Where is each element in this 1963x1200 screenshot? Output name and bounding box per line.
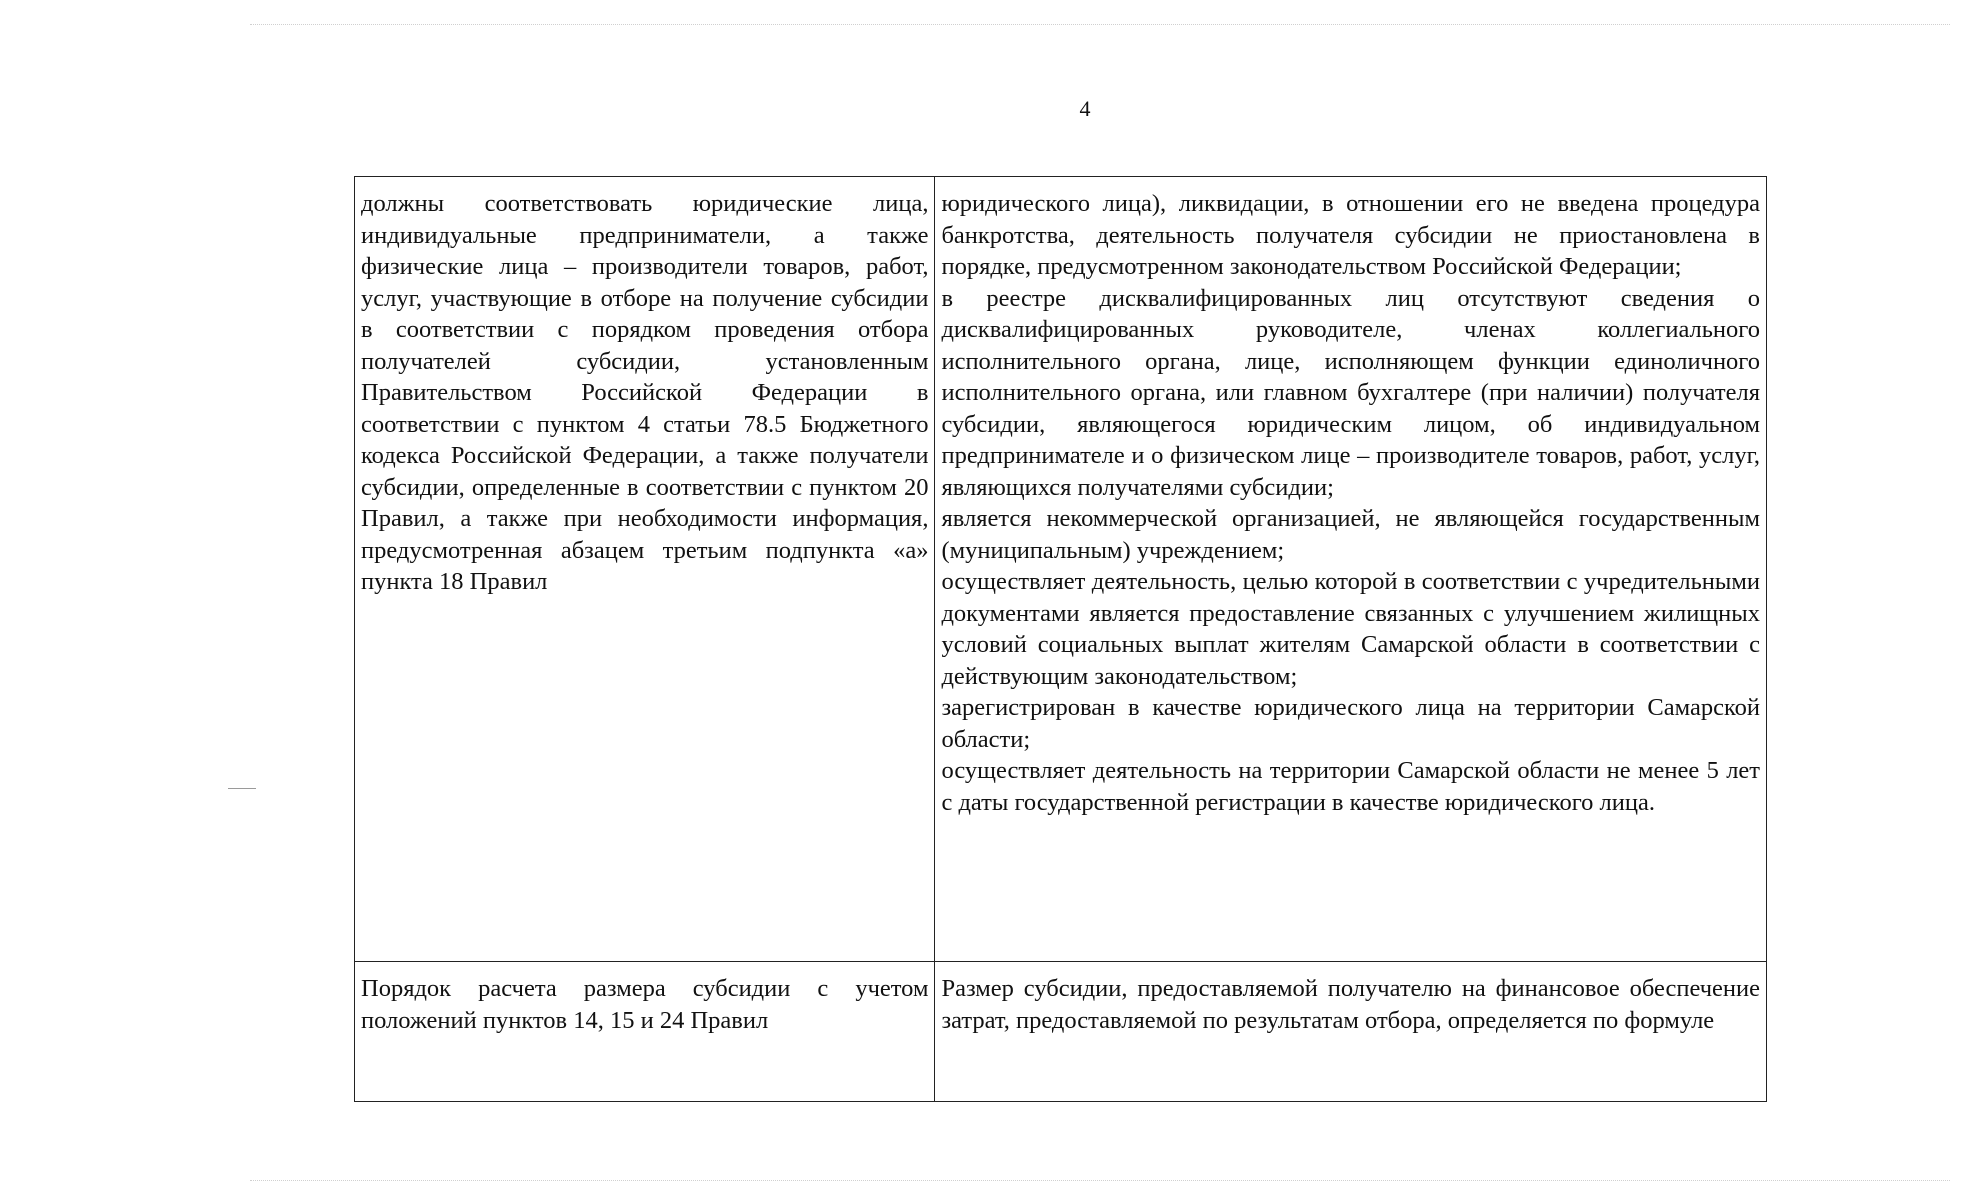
- cell-paragraph: должны соответствовать юридические лица, индивидуальные предприниматели, а также физические лица – производители товаров, работ, услуг, участвующие в отборе на получение субсидии в соответствии с порядком проведения отбора получателей субсидии, установленным Правительством Российской Федерации в соответствии с пунктом 4 статьи 78.5 Бюджетного кодекса Российской Федерации, а также получатели субсидии, определенные в соответствии с пунктом 20 Правил, а также при необходимости информация, предусмотренная абзацем третьим подпункта «а» пункта 18 Правил: [361, 190, 929, 595]
- scan-artifact-top: [250, 24, 1950, 25]
- requirements-table: [354, 176, 1767, 1102]
- cell-paragraph: Порядок расчета размера субсидии с учетом положений пунктов 14, 15 и 24 Правил: [361, 975, 929, 1034]
- cell-paragraph: в реестре дисквалифицированных лиц отсутствуют сведения о дисквалифицированных руководителе, членах коллегиального исполнительного органа, лице, исполняющем функции единоличного исполнительного органа, или главном бухгалтере (при наличии) получателя субсидии, являющегося юридическим лицом, об индивидуальном предпринимателе и о физическом лице – производителе товаров, работ, услуг, являющихся получателями субсидии;: [941, 284, 1760, 501]
- cell-paragraph: Размер субсидии, предоставляемой получателю на финансовое обеспечение затрат, предоставляемой по результатам отбора, определяется по формуле: [941, 975, 1760, 1034]
- table-cell-left: [355, 962, 935, 1102]
- cell-paragraph: является некоммерческой организацией, не являющейся государственным (муниципальным) учреждением;: [941, 505, 1760, 564]
- page-number: 4: [1079, 96, 1091, 121]
- cell-paragraph: осуществляет деятельность, целью которой в соответствии с учредительными документами является предоставление связанных с улучшением жилищных условий социальных выплат жителям Самарской области в соответствии с действующим законодательством;: [941, 568, 1760, 690]
- table-cell-right: [935, 962, 1767, 1102]
- table-cell-right: [935, 177, 1767, 962]
- cell-paragraph: осуществляет деятельность на территории Самарской области не менее 5 лет с даты государственной регистрации в качестве юридического лица.: [941, 757, 1760, 816]
- table-cell-left: [355, 177, 935, 962]
- margin-mark: [228, 788, 256, 789]
- cell-paragraph: зарегистрирован в качестве юридического лица на территории Самарской области;: [941, 694, 1760, 753]
- table-row: [355, 177, 1767, 962]
- scan-artifact-bottom: [250, 1180, 1950, 1181]
- cell-paragraph: юридического лица), ликвидации, в отношении его не введена процедура банкротства, деятельность получателя субсидии не приостановлена в порядке, предусмотренном законодательством Российской Федерации;: [941, 190, 1760, 280]
- table-row: [355, 962, 1767, 1102]
